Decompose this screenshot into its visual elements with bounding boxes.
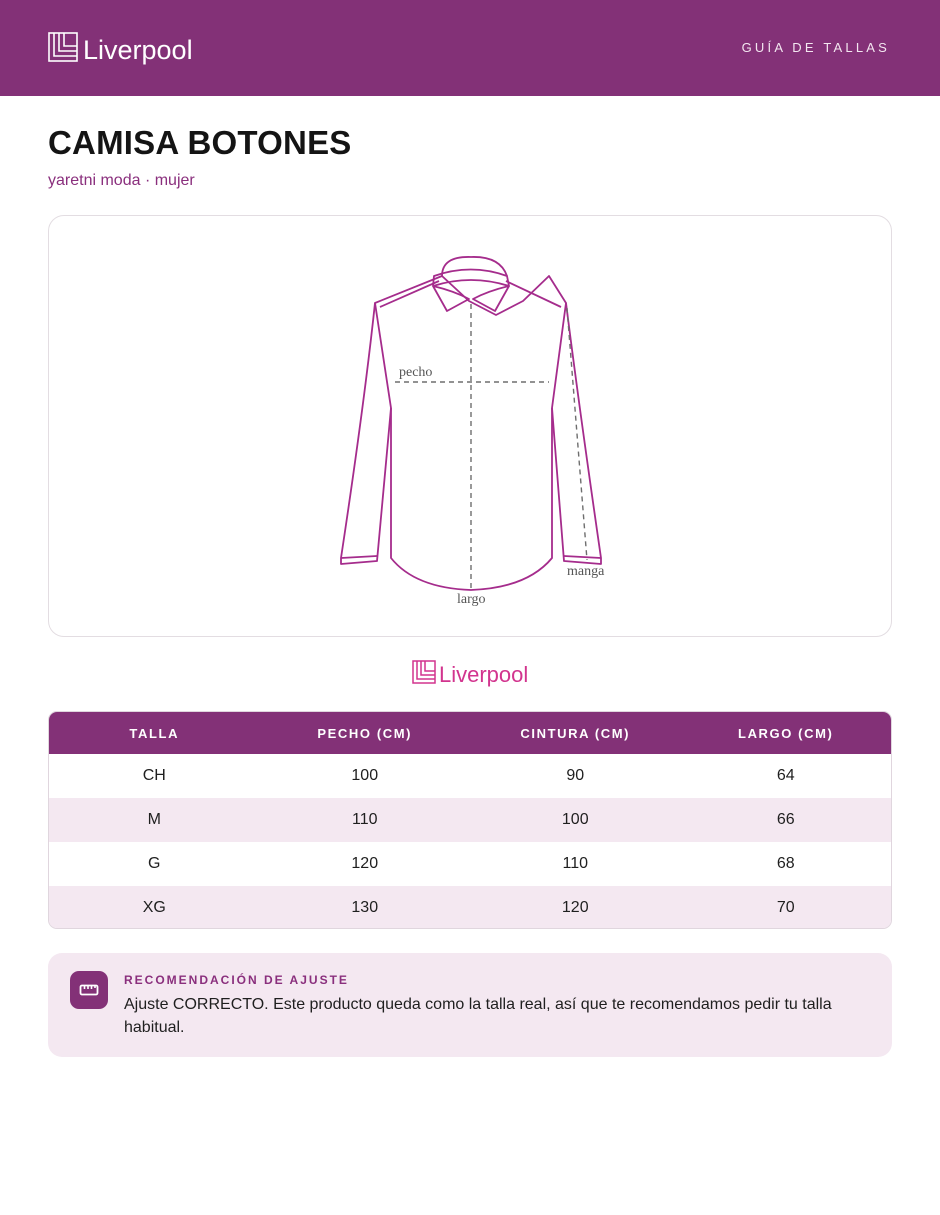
size-cell: M xyxy=(147,811,161,828)
table-row xyxy=(49,886,891,929)
waist-cell: 110 xyxy=(562,855,588,872)
recommendation-title: RECOMENDACIÓN DE AJUSTE xyxy=(124,973,349,987)
product-subtitle: yaretni moda · mujer xyxy=(48,172,195,189)
size-cell: G xyxy=(148,855,161,872)
liverpool-logo-small xyxy=(412,658,528,688)
header-bar xyxy=(0,0,940,96)
length-label: largo xyxy=(457,592,486,607)
sleeve-label: manga xyxy=(567,564,605,579)
chest-cell: 100 xyxy=(351,767,379,784)
chest-cell: 120 xyxy=(351,855,379,872)
length-cell: 66 xyxy=(776,811,795,828)
garment-diagram-card xyxy=(48,215,892,637)
chest-cell: 130 xyxy=(351,899,379,916)
page-title: CAMISA BOTONES xyxy=(48,124,352,161)
waist-cell: 90 xyxy=(566,767,585,784)
column-header: CINTURA (CM) xyxy=(520,725,631,741)
size-table xyxy=(48,711,892,929)
liverpool-logo xyxy=(48,30,198,66)
waist-cell: 120 xyxy=(561,899,589,916)
shirt-measurement-diagram xyxy=(49,216,893,638)
length-cell: 70 xyxy=(776,899,795,916)
column-header: TALLA xyxy=(129,725,180,741)
size-guide-label: GUÍA DE TALLAS xyxy=(741,40,890,55)
recommendation-text: Ajuste CORRECTO. Este producto queda como la talla real, así que te recomendamos pedir tu talla habitual. xyxy=(124,996,832,1036)
svg-text:Liverpool: Liverpool xyxy=(83,35,193,65)
table-row xyxy=(49,798,891,842)
size-cell: XG xyxy=(142,899,166,916)
chest-cell: 110 xyxy=(351,811,378,828)
column-header: LARGO (CM) xyxy=(738,725,834,741)
chest-label: pecho xyxy=(399,365,433,380)
waist-cell: 100 xyxy=(561,811,589,828)
table-row xyxy=(49,842,891,886)
length-cell: 68 xyxy=(776,855,795,872)
table-row xyxy=(49,754,891,798)
svg-text:Liverpool: Liverpool xyxy=(439,662,528,687)
size-cell: CH xyxy=(142,767,166,784)
fit-recommendation-box xyxy=(48,953,892,1057)
ruler-icon xyxy=(70,971,108,1009)
column-header: PECHO (CM) xyxy=(317,725,413,741)
table-header-row xyxy=(49,712,891,754)
length-cell: 64 xyxy=(776,767,795,784)
